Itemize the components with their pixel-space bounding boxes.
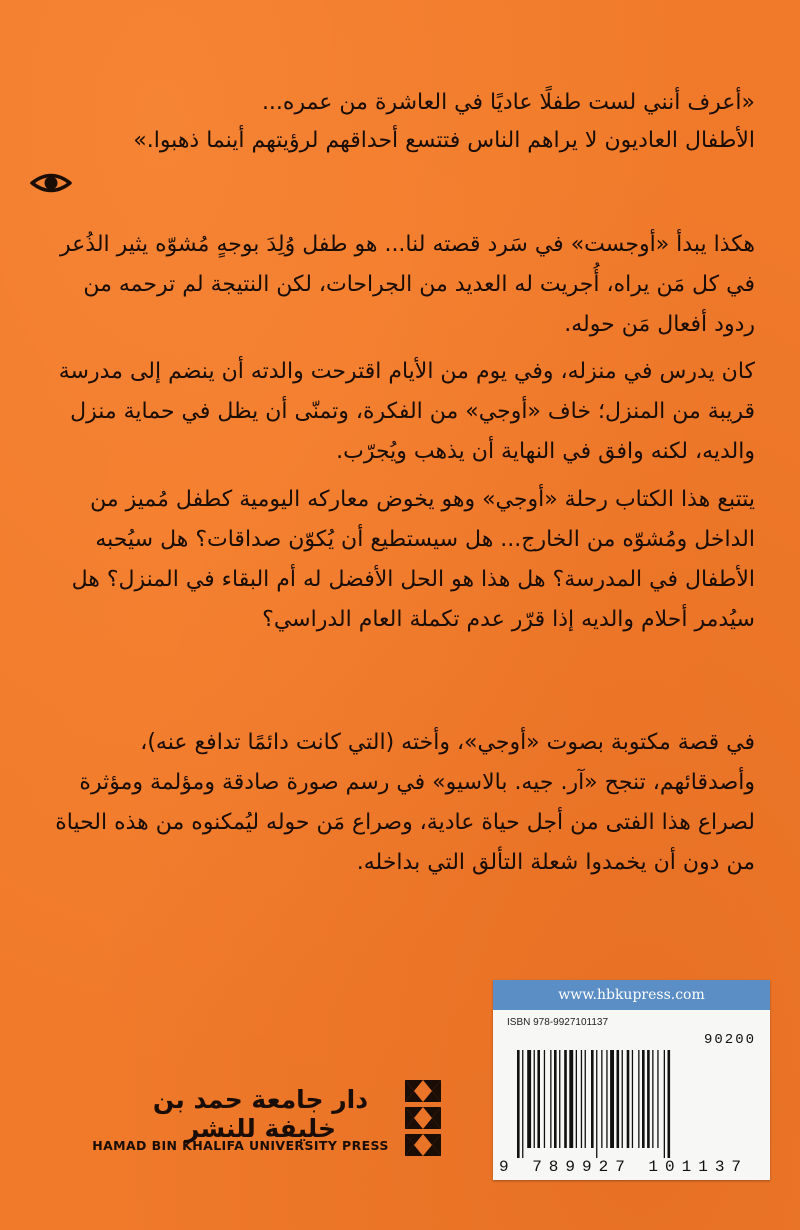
hbku-press-logo-icon (405, 1080, 441, 1156)
publisher-name-english: HAMAD BIN KHALIFA UNIVERSITY PRESS (92, 1138, 389, 1153)
quote-line-2: الأطفال العاديون لا يراهم الناس فتتسع أحداقهم لرؤيتهم أينما ذهبوا.» (133, 128, 755, 153)
quote-line-1: «أعرف أنني لست طفلًا عاديًا في العاشرة من عمره... (261, 90, 755, 115)
isbn-label: ISBN 978-9927101137 (507, 1017, 609, 1028)
eye-icon (30, 170, 72, 196)
barcode-area (493, 1010, 770, 1180)
price-code: 90200 (703, 1032, 756, 1048)
description-paragraph-4: في قصة مكتوبة بصوت «أوجي»، وأخته (التي كانت دائمًا تدافع عنه)، وأصدقائهم، تنجح «آر. جيه. بالاسيو» في رسم صورة صادقة ومؤلمة ومؤثرة لصراع هذا الفتى من أجل حياة عادية، وصراع مَن حوله ليُمكنوه من هذه الحياة من دون أن يخمدوا شعلة التألق التي بداخله. (55, 730, 755, 875)
publisher-website-link[interactable]: www.hbkupress.com (493, 980, 770, 1010)
barcode-sticker (493, 980, 770, 1180)
opening-quote (40, 84, 755, 160)
publisher-name-arabic: دار جامعة حمد بن خليفة للنشر (152, 1085, 369, 1143)
description-paragraph-2: كان يدرس في منزله، وفي يوم من الأيام اقترحت والدته أن ينضم إلى مدرسة قريبة من المنزل؛ خاف «أوجي» من الفكرة، وتمنّى أن يظل في حماية منزل والديه، لكنه وافق في النهاية أن يذهب ويُجرّب. (58, 359, 755, 464)
description-paragraph-3: يتتبع هذا الكتاب رحلة «أوجي» وهو يخوض معاركه اليومية كطفل مُميز من الداخل ومُشوّه من الخارج... هل سيستطيع أن يُكوّن صداقات؟ هل سيُحبه الأطفال في المدرسة؟ هل هذا هو الحل الأفضل له أم البقاء في المنزل؟ هل سيُدمر أحلام والديه إذا قرّر عدم تكملة العام الدراسي؟ (71, 487, 755, 632)
barcode-icon (513, 1032, 753, 1160)
description-paragraph-1: هكذا يبدأ «أوجست» في سَرد قصته لنا... هو طفل وُلِدَ بوجهٍ مُشوّه يثير الذُعر في كل مَن يراه، أُجريت له العديد من الجراحات، لكن النتيجة لم ترحمه من ردود أفعال مَن حوله. (60, 232, 755, 337)
barcode-number: 9 789927 101137 (499, 1158, 749, 1176)
